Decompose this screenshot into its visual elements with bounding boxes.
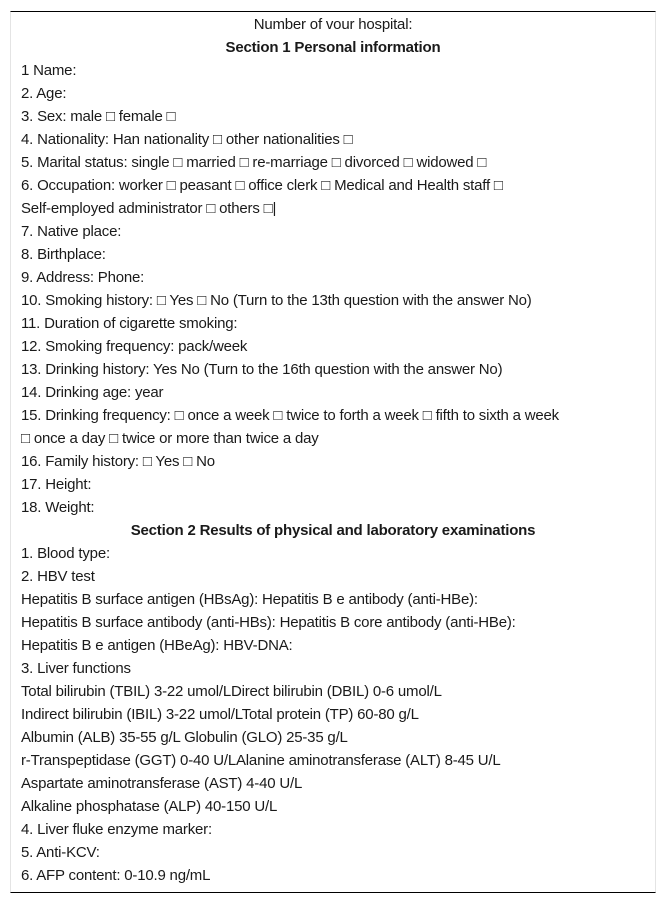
field-ibil-tp: Indirect bilirubin (IBIL) 3-22 umol/LTotal protein (TP) 60-80 g/L — [21, 706, 419, 723]
field-hbeag-hbvdna: Hepatitis B e antigen (HBeAg): HBV-DNA: — [21, 637, 293, 654]
section-1-title: Section 1 Personal information — [225, 39, 441, 56]
field-smoking-history: 10. Smoking history: □ Yes □ No (Turn to the 13th question with the answer No) — [21, 292, 532, 309]
field-nationality: 4. Nationality: Han nationality □ other nationalities □ — [21, 131, 353, 148]
field-age: 2. Age: — [21, 85, 67, 102]
hospital-number-header: Number of vour hospital: — [253, 16, 413, 33]
field-smoking-duration: 11. Duration of cigarette smoking: — [21, 315, 238, 332]
field-liver-functions: 3. Liver functions — [21, 660, 131, 677]
field-drinking-history: 13. Drinking history: Yes No (Turn to the 16th question with the answer No) — [21, 361, 503, 378]
field-tbil-dbil: Total bilirubin (TBIL) 3-22 umol/LDirect bilirubin (DBIL) 0-6 umol/L — [21, 683, 442, 700]
field-ggt-alt: r-Transpeptidase (GGT) 0-40 U/LAlanine aminotransferase (ALT) 8-45 U/L — [21, 752, 501, 769]
field-smoking-frequency: 12. Smoking frequency: pack/week — [21, 338, 248, 355]
field-hbsag-antihbe: Hepatitis B surface antigen (HBsAg): Hepatitis B e antibody (anti-HBe): — [21, 591, 478, 608]
field-anti-kcv: 5. Anti-KCV: — [21, 844, 100, 861]
field-afp-content: 6. AFP content: 0-10.9 ng/mL — [21, 867, 211, 884]
field-antihbs-core-antibody: Hepatitis B surface antibody (anti-HBs): Hepatitis B core antibody (anti-HBe): — [21, 614, 516, 631]
field-family-history: 16. Family history: □ Yes □ No — [21, 453, 215, 470]
field-liver-fluke-marker: 4. Liver fluke enzyme marker: — [21, 821, 212, 838]
section-2-title: Section 2 Results of physical and laboratory examinations — [130, 522, 536, 539]
field-alp: Alkaline phosphatase (ALP) 40-150 U/L — [21, 798, 278, 815]
field-address-phone: 9. Address: Phone: — [21, 269, 145, 286]
field-drinking-frequency-continued: □ once a day □ twice or more than twice a day — [21, 430, 319, 447]
field-marital-status: 5. Marital status: single □ married □ re-marriage □ divorced □ widowed □ — [21, 154, 487, 171]
field-birthplace: 8. Birthplace: — [21, 246, 106, 263]
field-weight: 18. Weight: — [21, 499, 95, 516]
field-name: 1 Name: — [21, 62, 77, 79]
field-occupation: 6. Occupation: worker □ peasant □ office clerk □ Medical and Health staff □ — [21, 177, 503, 194]
field-height: 17. Height: — [21, 476, 92, 493]
field-native-place: 7. Native place: — [21, 223, 122, 240]
field-blood-type: 1. Blood type: — [21, 545, 110, 562]
questionnaire-table — [10, 11, 656, 893]
field-occupation-continued: Self-employed administrator □ others □| — [21, 200, 277, 217]
field-hbv-test: 2. HBV test — [21, 568, 95, 585]
field-drinking-frequency: 15. Drinking frequency: □ once a week □ twice to forth a week □ fifth to sixth a week — [21, 407, 559, 424]
field-drinking-age: 14. Drinking age: year — [21, 384, 164, 401]
field-alb-glo: Albumin (ALB) 35-55 g/L Globulin (GLO) 25-35 g/L — [21, 729, 348, 746]
field-ast: Aspartate aminotransferase (AST) 4-40 U/L — [21, 775, 303, 792]
field-sex: 3. Sex: male □ female □ — [21, 108, 176, 125]
